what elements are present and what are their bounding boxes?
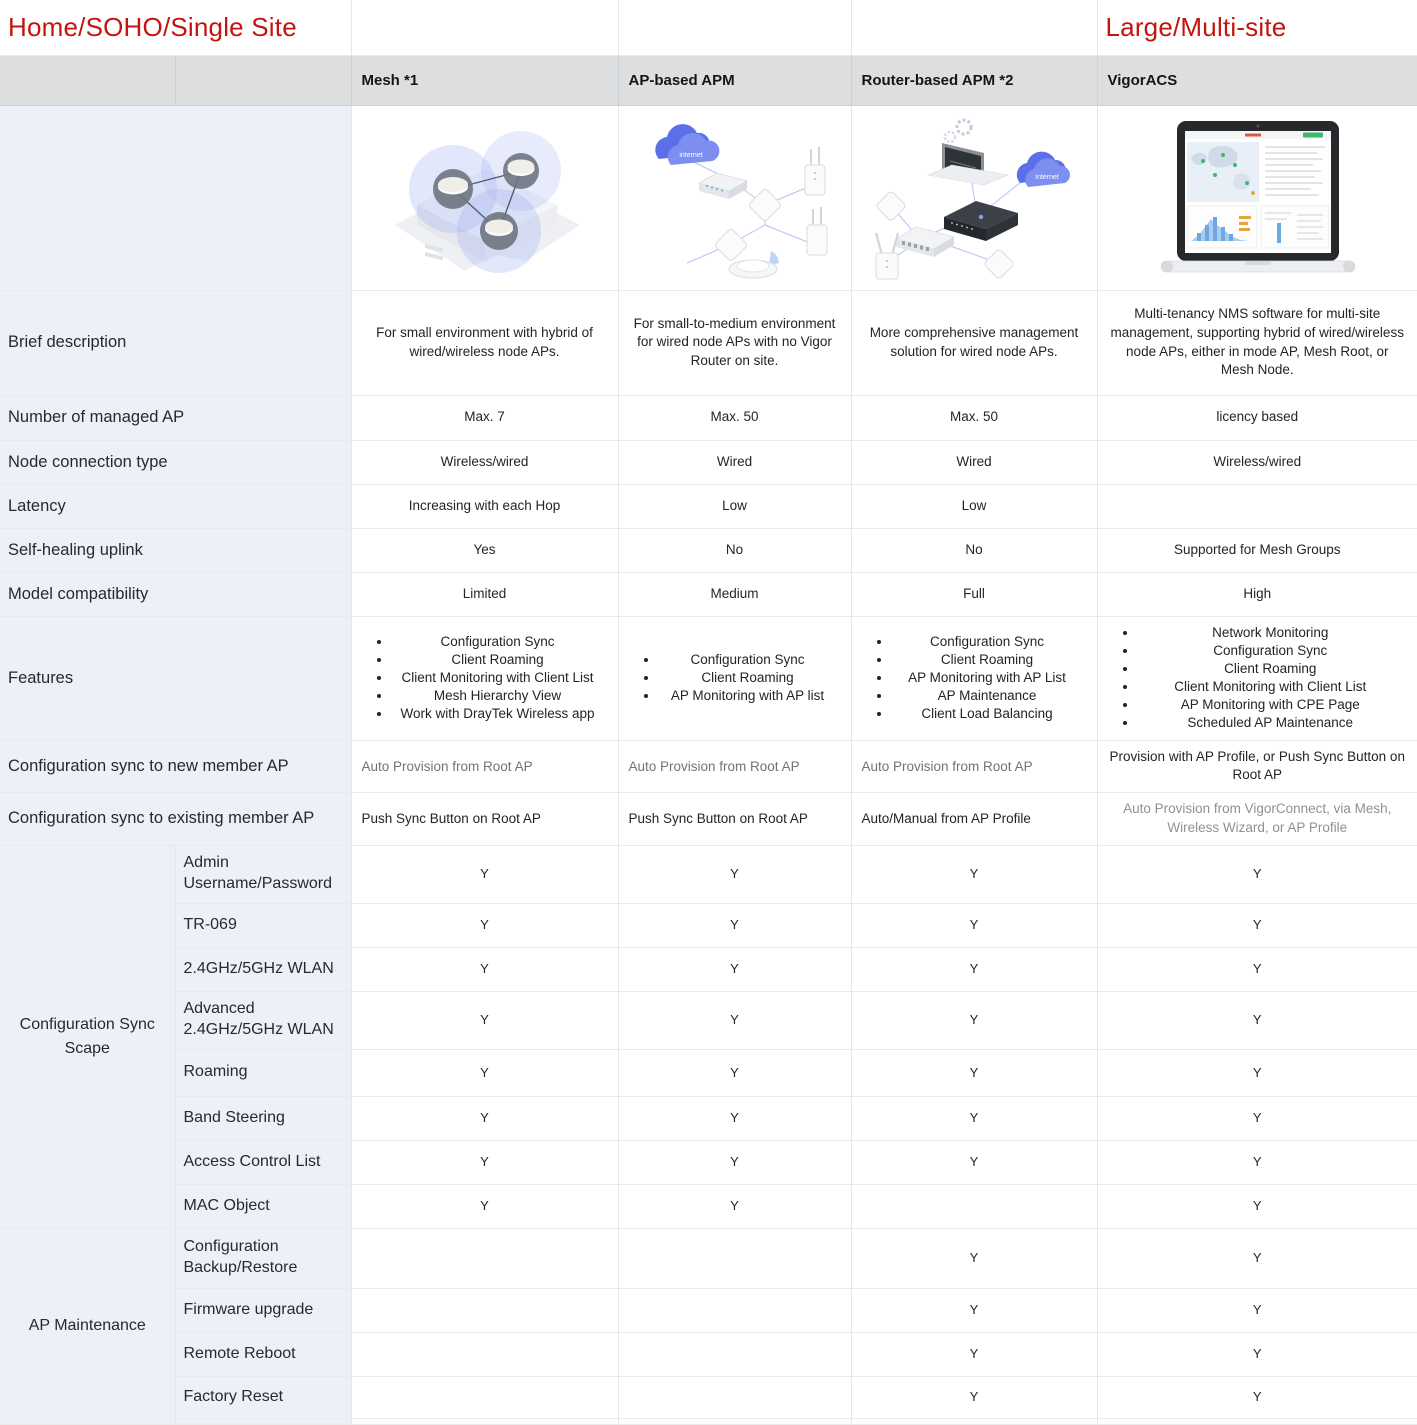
- header-spacer-2: [175, 55, 351, 105]
- cell-adv-wlan-mesh: Y: [351, 991, 618, 1049]
- cell-latency-mesh: Increasing with each Hop: [351, 484, 618, 528]
- gear-icon: [945, 120, 971, 142]
- cell-managed-ap-apm: Max. 50: [618, 395, 851, 440]
- feature-item: • AP Monitoring with AP List: [892, 669, 1083, 687]
- sync-existing-row: [0, 792, 1417, 845]
- cell-admin-ap-apm: Y: [618, 845, 851, 903]
- svg-text:internet: internet: [678, 151, 703, 159]
- sub-label-admin-credentials: Admin Username/Password: [175, 845, 351, 903]
- cell-tr069-router-apm: Y: [851, 903, 1097, 947]
- cell-node-mesh: Wireless/wired: [351, 440, 618, 484]
- cell-features-mesh: [351, 616, 618, 740]
- column-header-router-apm: Router-based APM *2: [851, 55, 1097, 105]
- cell-backup-vigoracs: Y: [1097, 1228, 1417, 1288]
- row-label-sync-existing: Configuration sync to existing member AP: [0, 792, 351, 845]
- mesh-illustration: [351, 105, 618, 290]
- cell-band-router-apm: Y: [851, 1096, 1097, 1140]
- router-apm-topology-icon: [858, 113, 1090, 283]
- cell-acl-ap-apm: Y: [618, 1140, 851, 1184]
- feature-item: • Mesh Hierarchy View: [392, 687, 604, 705]
- cell-brief-vigoracs: Multi-tenancy NMS software for multi-site management, supporting hybrid of wired/wireless node APs, either in mode AP, Mesh Root, or Mesh Node.: [1097, 290, 1417, 395]
- feature-item: • Configuration Sync: [892, 633, 1083, 651]
- illustration-row: [0, 105, 1417, 290]
- sub-label-acl: Access Control List: [175, 1140, 351, 1184]
- row-label-features: Features: [0, 616, 351, 740]
- sync-scope-row-adv-wlan: [0, 991, 1417, 1049]
- cell-latency-vigoracs: [1097, 484, 1417, 528]
- row-label-brief-description: Brief description: [0, 290, 351, 395]
- ap-square-icon: [714, 188, 782, 262]
- internet-cloud-icon: [1017, 151, 1070, 186]
- dashboard-chart-panel: [1187, 206, 1257, 248]
- section-label-config-sync-scape: Configuration Sync Scape: [0, 845, 175, 1228]
- ap-maint-row-reboot: [0, 1332, 1417, 1376]
- title-spacer-ap: [618, 0, 851, 55]
- sub-label-remote-reboot: Remote Reboot: [175, 1332, 351, 1376]
- cell-healing-ap-apm: No: [618, 528, 851, 572]
- cell-admin-router-apm: Y: [851, 845, 1097, 903]
- switch-icon: [699, 173, 747, 199]
- sub-label-adv-wlan: Advanced 2.4GHz/5GHz WLAN: [175, 991, 351, 1049]
- node-type-row: [0, 440, 1417, 484]
- sync-scope-row-roaming: [0, 1049, 1417, 1096]
- cell-mac-mesh: Y: [351, 1184, 618, 1228]
- cell-tr069-mesh: Y: [351, 903, 618, 947]
- cell-roaming-vigoracs: Y: [1097, 1049, 1417, 1096]
- ap-maint-row-firmware: [0, 1288, 1417, 1332]
- cell-healing-mesh: Yes: [351, 528, 618, 572]
- cell-sync-new-vigoracs: Provision with AP Profile, or Push Sync Button on Root AP: [1097, 740, 1417, 792]
- feature-item: • Configuration Sync: [392, 633, 604, 651]
- sync-scope-row-mac-object: [0, 1184, 1417, 1228]
- sub-label-mac-object: MAC Object: [175, 1184, 351, 1228]
- cell-brief-mesh: For small environment with hybrid of wired/wireless node APs.: [351, 290, 618, 395]
- cell-features-ap-apm: [618, 616, 851, 740]
- title-spacer-router: [851, 0, 1097, 55]
- cell-sync-existing-mesh: Push Sync Button on Root AP: [351, 792, 618, 845]
- cloud-ap-topology-icon: [625, 113, 845, 283]
- mesh-ap-node: [480, 212, 518, 250]
- feature-item: • AP Maintenance: [892, 687, 1083, 705]
- black-router-icon: [944, 201, 1018, 241]
- cell-reboot-vigoracs: Y: [1097, 1332, 1417, 1376]
- features-list-ap-apm: [627, 651, 843, 705]
- cell-latency-ap-apm: Low: [618, 484, 851, 528]
- sub-label-wlan: 2.4GHz/5GHz WLAN: [175, 947, 351, 991]
- cell-sync-existing-router-apm: Auto/Manual from AP Profile: [851, 792, 1097, 845]
- sync-scope-row-wlan: [0, 947, 1417, 991]
- sync-scope-row-band-steering: [0, 1096, 1417, 1140]
- illustration-row-label: [0, 105, 351, 290]
- cell-mac-router-apm: [851, 1184, 1097, 1228]
- cell-acl-vigoracs: Y: [1097, 1140, 1417, 1184]
- cell-latency-router-apm: Low: [851, 484, 1097, 528]
- cell-factory-ap-apm: [618, 1376, 851, 1418]
- cell-roaming-ap-apm: Y: [618, 1049, 851, 1096]
- row-label-latency: Latency: [0, 484, 351, 528]
- cell-sync-existing-ap-apm: Push Sync Button on Root AP: [618, 792, 851, 845]
- section-label-ap-maintenance: AP Maintenance: [0, 1228, 175, 1424]
- cell-wlan-mesh: Y: [351, 947, 618, 991]
- features-list-vigoracs: [1106, 624, 1410, 732]
- cell-firmware-ap-apm: [618, 1288, 851, 1332]
- sync-scope-row-admin: [0, 845, 1417, 903]
- cell-band-vigoracs: Y: [1097, 1096, 1417, 1140]
- sub-label-factory-reset: Factory Reset: [175, 1376, 351, 1418]
- cell-mac-vigoracs: Y: [1097, 1184, 1417, 1228]
- cell-node-router-apm: Wired: [851, 440, 1097, 484]
- cell-node-vigoracs: Wireless/wired: [1097, 440, 1417, 484]
- wall-router-icon: [805, 147, 827, 255]
- cell-backup-ap-apm: [618, 1228, 851, 1288]
- cell-factory-router-apm: Y: [851, 1376, 1097, 1418]
- switch-icon: [896, 227, 954, 257]
- feature-item: • Client Roaming: [1138, 660, 1404, 678]
- cell-wlan-router-apm: Y: [851, 947, 1097, 991]
- cell-model-ap-apm: Medium: [618, 572, 851, 616]
- model-compat-row: [0, 572, 1417, 616]
- cell-wlan-vigoracs: Y: [1097, 947, 1417, 991]
- feature-item: • Work with DrayTek Wireless app: [392, 705, 604, 723]
- ap-maint-row-factory-reset: [0, 1376, 1417, 1418]
- cell-managed-vigoracs: licency based: [1097, 395, 1417, 440]
- cell-adv-wlan-router-apm: Y: [851, 991, 1097, 1049]
- features-list-mesh: [360, 633, 610, 723]
- ap-maint-row-backup: [0, 1228, 1417, 1288]
- feature-item: • Scheduled AP Maintenance: [1138, 714, 1404, 732]
- cell-managed-mesh: Max. 7: [351, 395, 618, 440]
- cell-band-ap-apm: Y: [618, 1096, 851, 1140]
- antenna-router-icon: [876, 233, 898, 279]
- dashboard-map-panel: [1187, 142, 1259, 202]
- cell-reboot-router-apm: Y: [851, 1332, 1097, 1376]
- cell-backup-router-apm: Y: [851, 1228, 1097, 1288]
- cell-factory-mesh: [351, 1376, 618, 1418]
- cell-adv-wlan-ap-apm: Y: [618, 991, 851, 1049]
- mesh-network-icon: [365, 113, 605, 283]
- cell-band-mesh: Y: [351, 1096, 618, 1140]
- feature-item: • Client Roaming: [892, 651, 1083, 669]
- cell-sync-new-mesh: Auto Provision from Root AP: [351, 740, 618, 792]
- feature-item: • Client Monitoring with Client List: [392, 669, 604, 687]
- cell-factory-vigoracs: Y: [1097, 1376, 1417, 1418]
- cutoff-partial-row: [0, 1418, 1417, 1424]
- laptop-icon: [928, 143, 1008, 185]
- title-spacer-mesh: [351, 0, 618, 55]
- cutoff-cell-router-apm: [851, 1418, 1097, 1424]
- sync-new-row: [0, 740, 1417, 792]
- sub-label-config-backup: Configuration Backup/Restore: [175, 1228, 351, 1288]
- cell-model-router-apm: Full: [851, 572, 1097, 616]
- sync-scope-row-tr069: [0, 903, 1417, 947]
- cutoff-sub-label: [175, 1418, 351, 1424]
- column-header-vigoracs: VigorACS: [1097, 55, 1417, 105]
- features-row: [0, 616, 1417, 740]
- laptop-dashboard-icon: [1107, 113, 1407, 283]
- row-label-managed-ap: Number of managed AP: [0, 395, 351, 440]
- cell-model-vigoracs: High: [1097, 572, 1417, 616]
- column-header-ap-apm: AP-based APM: [618, 55, 851, 105]
- cell-acl-router-apm: Y: [851, 1140, 1097, 1184]
- cell-tr069-vigoracs: Y: [1097, 903, 1417, 947]
- row-label-self-healing: Self-healing uplink: [0, 528, 351, 572]
- mesh-ap-node: [503, 153, 539, 189]
- feature-item: • Client Roaming: [659, 669, 837, 687]
- cell-brief-router-apm: More comprehensive management solution for wired node APs.: [851, 290, 1097, 395]
- vigoracs-illustration: [1097, 105, 1417, 290]
- cell-reboot-mesh: [351, 1332, 618, 1376]
- column-header-mesh: Mesh *1: [351, 55, 618, 105]
- right-site-title: Large/Multi-site: [1097, 0, 1417, 55]
- cell-acl-mesh: Y: [351, 1140, 618, 1184]
- row-label-model-compat: Model compatibility: [0, 572, 351, 616]
- feature-item: • Client Load Balancing: [892, 705, 1083, 723]
- cell-features-vigoracs: [1097, 616, 1417, 740]
- feature-item: • Client Roaming: [392, 651, 604, 669]
- brief-description-row: [0, 290, 1417, 395]
- feature-item: • AP Monitoring with AP list: [659, 687, 837, 705]
- cell-healing-vigoracs: Supported for Mesh Groups: [1097, 528, 1417, 572]
- cutoff-cell-ap-apm: [618, 1418, 851, 1424]
- cell-wlan-ap-apm: Y: [618, 947, 851, 991]
- cell-firmware-vigoracs: Y: [1097, 1288, 1417, 1332]
- cell-healing-router-apm: No: [851, 528, 1097, 572]
- title-row: [0, 0, 1417, 55]
- feature-item: • Client Monitoring with Client List: [1138, 678, 1404, 696]
- ap-apm-illustration: [618, 105, 851, 290]
- cell-firmware-mesh: [351, 1288, 618, 1332]
- feature-item: • Configuration Sync: [659, 651, 837, 669]
- header-spacer-1: [0, 55, 175, 105]
- row-label-sync-new: Configuration sync to new member AP: [0, 740, 351, 792]
- feature-item: • Configuration Sync: [1138, 642, 1404, 660]
- latency-row: [0, 484, 1417, 528]
- sync-scope-row-acl: [0, 1140, 1417, 1184]
- cell-sync-new-router-apm: Auto Provision from Root AP: [851, 740, 1097, 792]
- cell-admin-vigoracs: Y: [1097, 845, 1417, 903]
- cutoff-cell-vigoracs: [1097, 1418, 1417, 1424]
- sub-label-band-steering: Band Steering: [175, 1096, 351, 1140]
- features-list-router-apm: [860, 633, 1089, 723]
- cell-mac-ap-apm: Y: [618, 1184, 851, 1228]
- mesh-ap-node: [433, 169, 473, 209]
- cell-roaming-mesh: Y: [351, 1049, 618, 1096]
- svg-text:Internet: Internet: [1035, 173, 1059, 181]
- dashboard-chart-panel-2: [1261, 206, 1329, 248]
- cell-managed-router-apm: Max. 50: [851, 395, 1097, 440]
- router-apm-illustration: [851, 105, 1097, 290]
- cell-model-mesh: Limited: [351, 572, 618, 616]
- cutoff-cell-mesh: [351, 1418, 618, 1424]
- row-label-node-type: Node connection type: [0, 440, 351, 484]
- sub-label-firmware-upgrade: Firmware upgrade: [175, 1288, 351, 1332]
- cell-tr069-ap-apm: Y: [618, 903, 851, 947]
- feature-item: • AP Monitoring with CPE Page: [1138, 696, 1404, 714]
- sub-label-roaming: Roaming: [175, 1049, 351, 1096]
- cell-admin-mesh: Y: [351, 845, 618, 903]
- cell-node-ap-apm: Wired: [618, 440, 851, 484]
- feature-item: • Network Monitoring: [1138, 624, 1404, 642]
- cell-firmware-router-apm: Y: [851, 1288, 1097, 1332]
- cell-adv-wlan-vigoracs: Y: [1097, 991, 1417, 1049]
- left-site-title: Home/SOHO/Single Site: [0, 0, 351, 55]
- cell-brief-ap-apm: For small-to-medium environment for wired node APs with no Vigor Router on site.: [618, 290, 851, 395]
- column-header-row: [0, 55, 1417, 105]
- cell-reboot-ap-apm: [618, 1332, 851, 1376]
- sub-label-tr069: TR-069: [175, 903, 351, 947]
- cell-sync-new-ap-apm: Auto Provision from Root AP: [618, 740, 851, 792]
- internet-cloud-icon: [655, 124, 719, 165]
- cell-backup-mesh: [351, 1228, 618, 1288]
- self-healing-row: [0, 528, 1417, 572]
- cell-roaming-router-apm: Y: [851, 1049, 1097, 1096]
- managed-ap-row: [0, 395, 1417, 440]
- cell-features-router-apm: [851, 616, 1097, 740]
- cell-sync-existing-vigoracs: Auto Provision from VigorConnect, via Mesh, Wireless Wizard, or AP Profile: [1097, 792, 1417, 845]
